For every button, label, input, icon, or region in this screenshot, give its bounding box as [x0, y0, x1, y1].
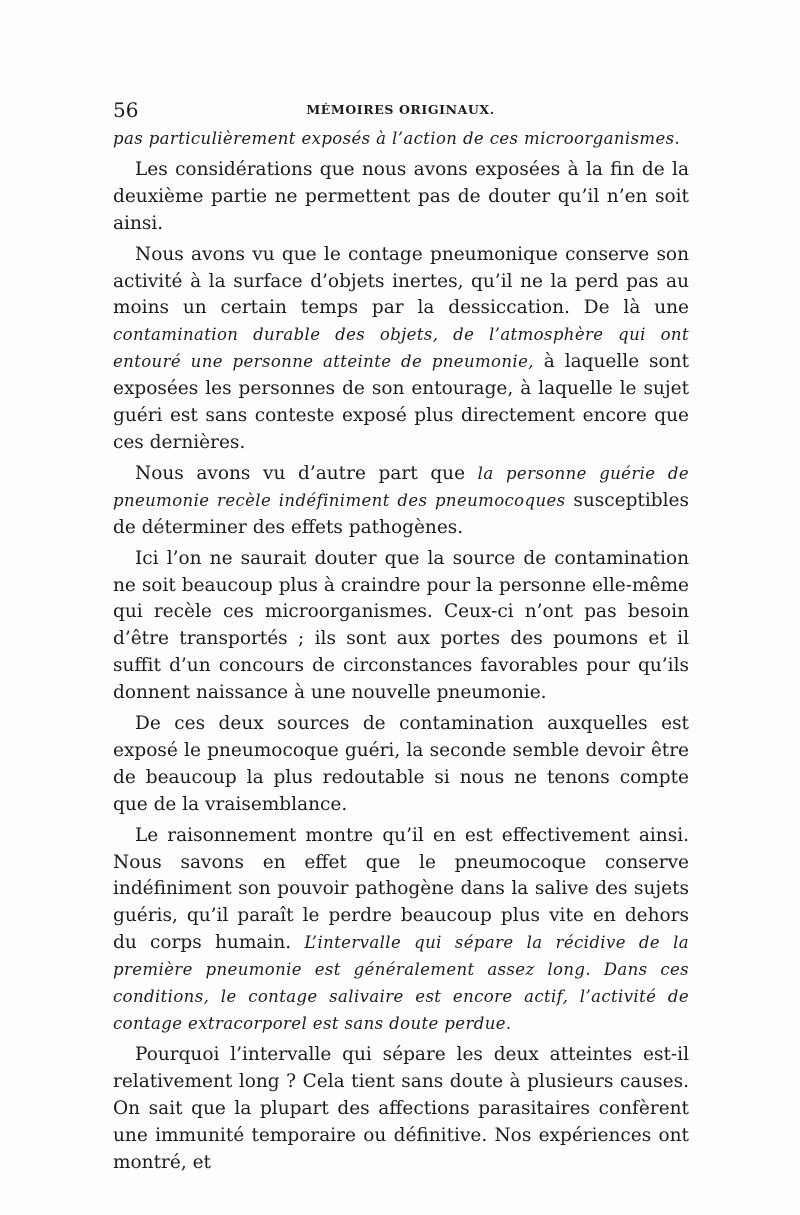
text-segment: Pourquoi l’intervalle qui sépare les deux atteintes est-il relativement long ? Cela tient sans doute à plusieurs causes. On sait que la plupart des affections parasitaires confèrent une immunité temporaire ou définitive. Nos expériences ont montré, et — [113, 1043, 689, 1173]
text-segment: à laquelle sont exposées les personnes de son entourage, à laquelle le sujet guéri est sans conteste exposé plus directement encore que ces dernières. — [113, 351, 690, 453]
page-number: 56 — [113, 98, 139, 122]
paragraph — [113, 126, 689, 153]
running-title: MÉMOIRES ORIGINAUX. — [306, 102, 495, 117]
text-segment: De ces deux sources de contamination auxquelles est exposé le pneumocoque guéri, la seconde semble devoir être de beaucoup la plus redoutable si nous ne tenons compte que de la vraisemblance. — [113, 713, 689, 815]
italic-text: L’intervalle qui sépare la récidive de la première pneumonie est généralement assez long. Dans ces conditions, le contage salivaire est encore actif, l’activité de contage extracorporel est sans doute perdue. — [113, 933, 689, 1033]
paragraph — [113, 546, 689, 707]
paragraph — [113, 823, 689, 1038]
text-segment: Les considérations que nous avons exposées à la fin de la deuxième partie ne permettent pas de douter qu’il n’en soit ainsi. — [113, 158, 689, 234]
italic-text: la personne guérie de pneumonie recèle indéfiniment des pneumocoques — [113, 463, 689, 510]
italic-text: pas particulièrement exposés à l’action de ces microorganismes. — [113, 129, 681, 148]
body-text — [113, 126, 689, 1180]
italic-text: contamination durable des objets, de l’atmosphère qui ont entouré une personne atteinte de pneumonie, — [113, 325, 689, 372]
paragraph — [113, 711, 689, 819]
paragraph — [113, 242, 689, 457]
text-segment: Nous avons vu d’autre part que — [135, 462, 478, 484]
text-segment: susceptibles de déterminer des effets pathogènes. — [113, 489, 689, 538]
paragraph — [113, 461, 689, 542]
text-segment: Le raisonnement montre qu’il en est effectivement ainsi. Nous savons en effet que le pneumocoque conserve indéfiniment son pouvoir pathogène dans la salive des sujets guéris, qu’il paraît le perdre beaucoup plus vite en dehors du corps humain. — [113, 824, 689, 954]
paragraph — [113, 1042, 689, 1177]
running-head — [113, 98, 688, 124]
text-segment: Nous avons vu que le contage pneumonique conserve son activité à la surface d’objets inertes, qu’il ne la perd pas au moins un certain temps par la dessiccation. De là une — [113, 243, 689, 319]
text-segment: Ici l’on ne saurait douter que la source de contamination ne soit beaucoup plus à craindre pour la personne elle-même qui recèle ces microorganismes. Ceux-ci n’ont pas besoin d’être transportés ; ils sont aux portes des poumons et il suffit d’un concours de circonstances favorables pour qu’ils donnent naissance à une nouvelle pneumonie. — [113, 547, 689, 704]
paragraph — [113, 157, 689, 238]
